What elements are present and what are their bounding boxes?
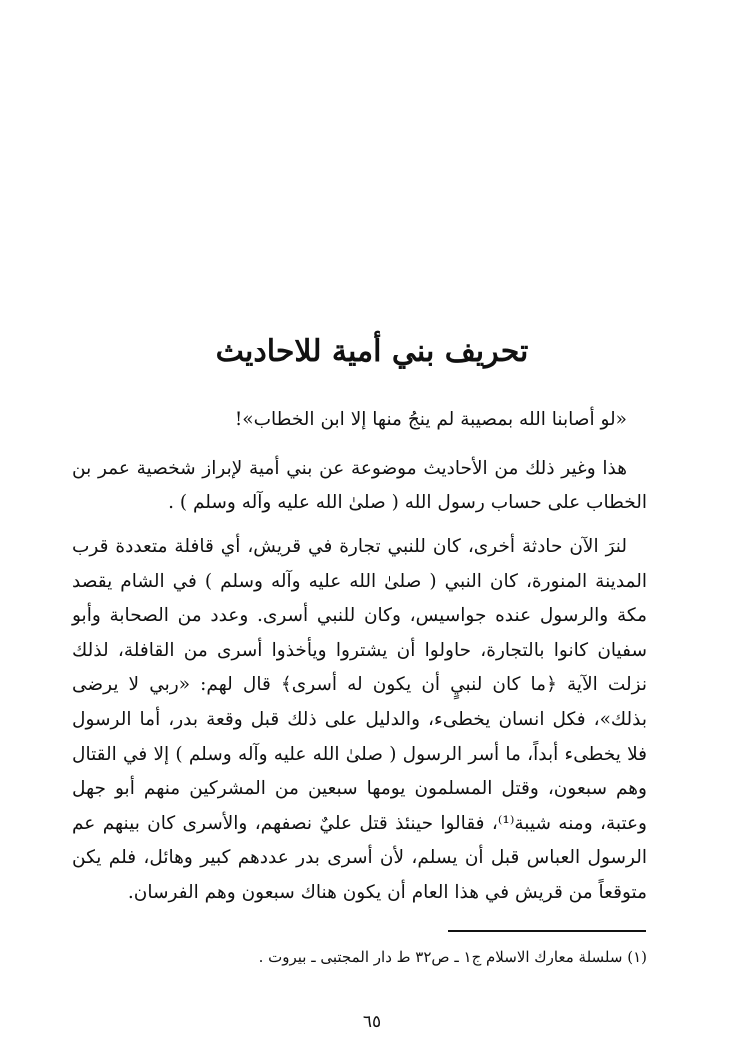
body-text: [72, 400, 647, 911]
footnote: (١) سلسلة معارك الاسلام ج١ ـ ص٣٢ ط دار المجتبى ـ بيروت .: [258, 948, 647, 966]
paragraph-2: لنرَ الآن حادثة أخرى، كان للنبي تجارة في قريش، أي قافلة متعددة قرب المدينة المنورة، كان النبي ( صلىٰ الله عليه وآله وسلم ) في الشام يقصد مكة والرسول عنده جواسيس، وكان للنبي أسرى. وعدد من الصحابة وأبو سفيان كانوا بالتجارة، حاولوا أن يشتروا ويأخذوا أسرى من القافلة، لذلك نزلت الآية ﴿ما كان لنبيٍ أن يكون له أسرى﴾ قال لهم: «ربي لا يرضى بذلك»، فكل انسان يخطىء، والدليل على ذلك قبل وقعة بدر، أما الرسول فلا يخطىء أبداً، ما أسر الرسول ( صلىٰ الله عليه وآله وسلم ) إلا في القتال وهم سبعون، وقتل المسلمون يومها سبعين من المشركين منهم أبو جهل وعتبة، ومنه شيبة⁽¹⁾، فقالوا حينئذ قتل عليٌ نصفهم، والأسرى كان بينهم عم الرسول العباس قبل أن يسلم، لأن أسرى بدر عددهم كبير وهائل، فلم يكن متوقعاً من قريش في هذا العام أن يكون هناك سبعون وهم الفرسان.: [72, 536, 647, 903]
opening-quote: «لو أصابنا الله بمصيبة لم ينجُ منها إلا ابن الخطاب»!: [234, 409, 627, 430]
chapter-title: تحريف بني أمية للاحاديث: [215, 334, 529, 370]
paragraph-1: هذا وغير ذلك من الأحاديث موضوعة عن بني أمية لإبراز شخصية عمر بن الخطاب على حساب رسول الله ( صلىٰ الله عليه وآله وسلم ) .: [72, 458, 647, 513]
footnote-divider: [448, 930, 646, 932]
page-number: ٦٥: [362, 1012, 382, 1032]
